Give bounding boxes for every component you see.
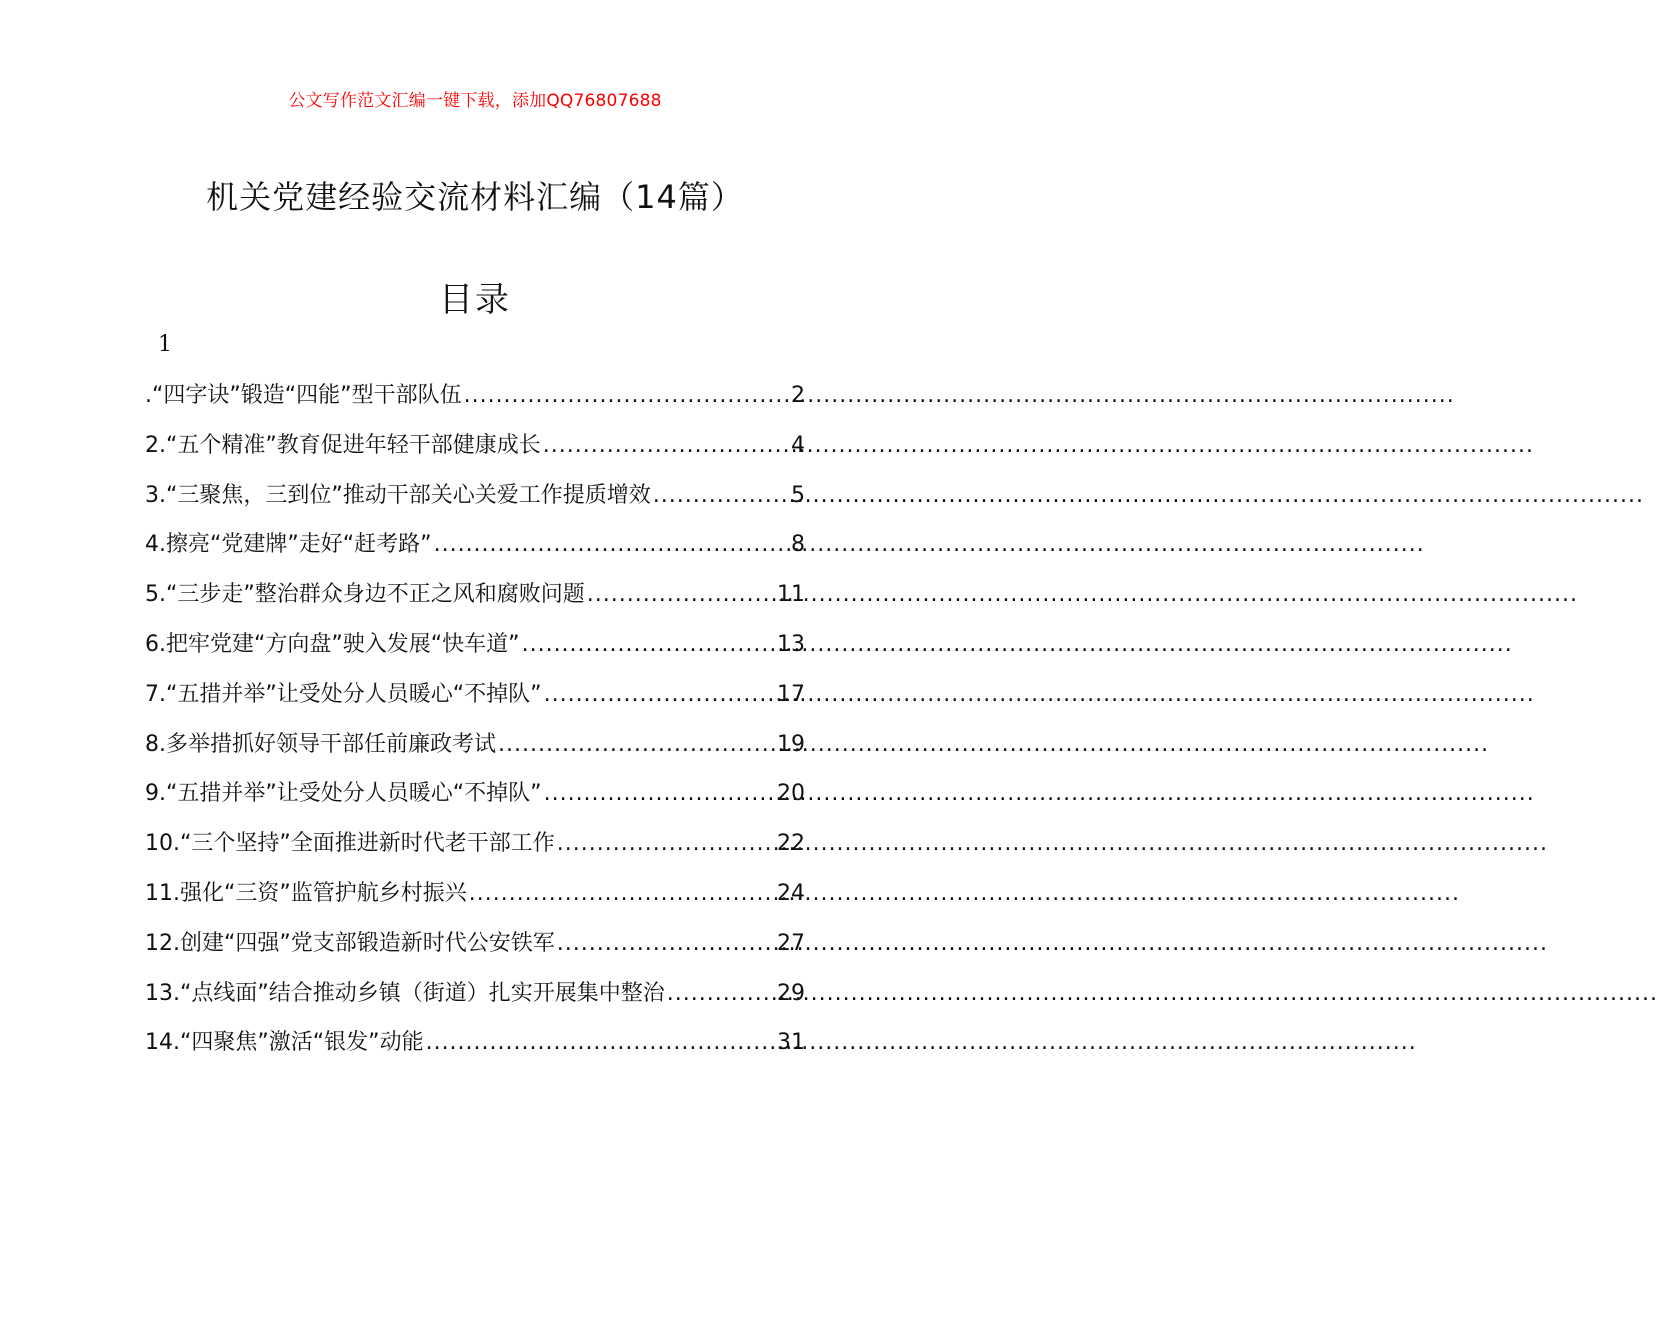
toc-entry-4[interactable] xyxy=(145,527,805,577)
toc-entry-page: 29 xyxy=(777,980,805,1006)
toc-entry-10[interactable] xyxy=(145,826,805,876)
toc-entry-title: 10.“三个坚持”全面推进新时代老干部工作 xyxy=(145,831,555,857)
dot-leader xyxy=(557,831,775,856)
dot-leader xyxy=(557,931,775,956)
toc-entry-title: 11.强化“三资”监管护航乡村振兴 xyxy=(145,880,467,906)
dot-leader xyxy=(464,383,789,408)
toc-entry-page: 8 xyxy=(791,532,805,558)
toc-entry-title: 2.“五个精准”教育促进年轻干部健康成长 xyxy=(145,432,541,458)
dot-leader xyxy=(469,881,775,906)
toc-entry-page: 31 xyxy=(777,1030,805,1056)
toc-entry-7[interactable] xyxy=(145,677,805,727)
dot-leader xyxy=(434,532,789,557)
toc-entry-14[interactable] xyxy=(145,1025,805,1075)
toc-entry-page: 4 xyxy=(791,432,805,458)
dot-leader xyxy=(544,682,775,707)
toc-entry-page: 24 xyxy=(777,880,805,906)
toc-entry-page: 13 xyxy=(777,631,805,657)
toc-entry-title: 13.“点线面”结合推动乡镇（街道）扎实开展集中整治 xyxy=(145,980,665,1006)
toc-heading: 目录 xyxy=(439,280,511,320)
toc-entry-title: 12.创建“四强”党支部锻造新时代公安铁军 xyxy=(145,930,555,956)
toc-entry-title: 9.“五措并举”让受处分人员暖心“不掉队” xyxy=(145,781,542,807)
toc-entry-6[interactable] xyxy=(145,627,805,677)
toc-entry-13[interactable] xyxy=(145,976,805,1026)
toc-entry-9[interactable] xyxy=(145,776,805,826)
toc-entry-page: 17 xyxy=(777,681,805,707)
dot-leader xyxy=(667,981,775,1006)
dot-leader xyxy=(426,1030,775,1055)
toc-entry-page: 20 xyxy=(777,781,805,807)
toc-entry-page: 2 xyxy=(791,383,805,408)
toc-entry-11[interactable] xyxy=(145,876,805,926)
toc-entry-title: 7.“五措并举”让受处分人员暖心“不掉队” xyxy=(145,681,542,707)
toc-entry-title: 4.擦亮“党建牌”走好“赶考路” xyxy=(145,532,432,558)
toc-entry-title: 8.多举措抓好领导干部任前廉政考试 xyxy=(145,731,496,757)
toc-entry-page: 19 xyxy=(777,731,805,757)
toc-entry-page: 5 xyxy=(791,482,805,508)
toc-entry-12[interactable] xyxy=(145,926,805,976)
stray-number: 1 xyxy=(158,332,172,357)
dot-leader xyxy=(498,732,775,757)
toc-entry-title: .“四字诀”锻造“四能”型干部队伍 xyxy=(145,383,462,408)
dot-leader xyxy=(522,632,775,657)
toc-entry-2[interactable] xyxy=(145,428,805,478)
toc-entry-title: 14.“四聚焦”激活“银发”动能 xyxy=(145,1030,424,1056)
toc-entry-title: 5.“三步走”整治群众身边不正之风和腐败问题 xyxy=(145,582,585,608)
dot-leader xyxy=(587,582,775,607)
toc-entry-5[interactable] xyxy=(145,577,805,627)
toc-entry-page: 11 xyxy=(777,582,805,608)
document-title: 机关党建经验交流材料汇编（14篇） xyxy=(206,178,744,216)
promo-banner: 公文写作范文汇编一键下载，添加QQ76807688 xyxy=(288,91,662,111)
table-of-contents xyxy=(145,378,805,1075)
toc-entry-page: 27 xyxy=(777,930,805,956)
toc-entry-3[interactable] xyxy=(145,478,805,528)
toc-entry-8[interactable] xyxy=(145,727,805,777)
toc-entry-page: 22 xyxy=(777,831,805,857)
toc-entry-1[interactable] xyxy=(145,378,805,428)
dot-leader xyxy=(543,433,789,458)
toc-entry-title: 3.“三聚焦，三到位”推动干部关心关爱工作提质增效 xyxy=(145,482,651,508)
dot-leader xyxy=(653,483,789,508)
dot-leader xyxy=(544,781,775,806)
toc-entry-title: 6.把牢党建“方向盘”驶入发展“快车道” xyxy=(145,631,520,657)
